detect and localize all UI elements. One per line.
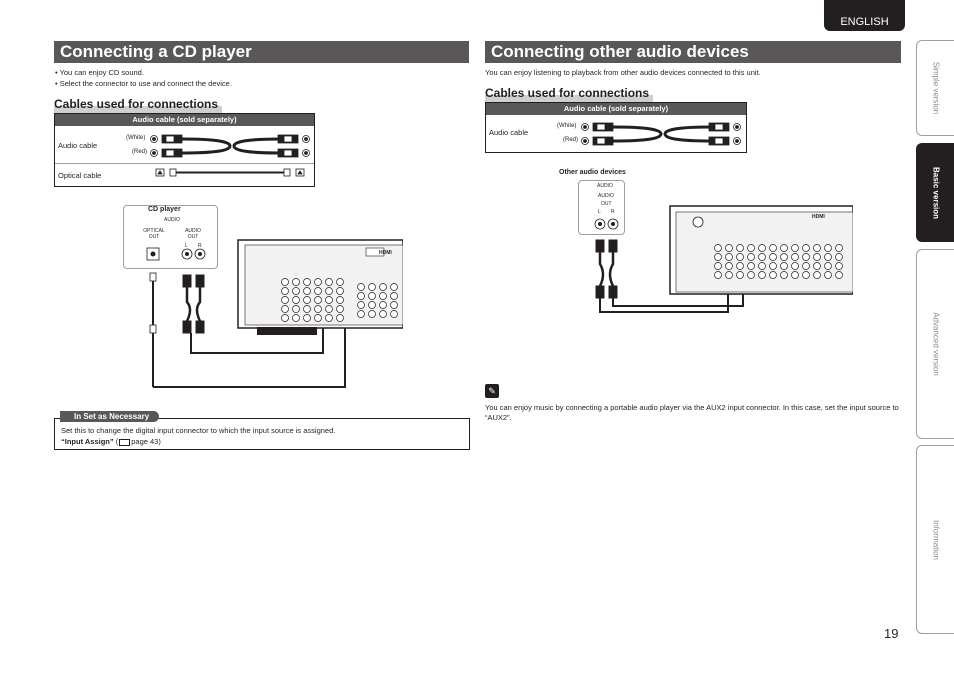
panel-jack [715,254,722,261]
panel-jack [726,263,733,270]
note-text: Set this to change the digital input connector to which the input source is assigned. [61,426,336,435]
right-cable-table-header: Audio cable (sold separately) [486,103,746,115]
panel-jack [770,245,777,252]
panel-jack [803,272,810,279]
panel-jack [304,297,311,304]
panel-jack [726,272,733,279]
other-out-label: OUT [601,201,612,207]
panel-jack [814,272,821,279]
other-l-label: L [598,209,601,215]
panel-jack [391,284,398,291]
memo-pencil-icon: ✎ [485,384,499,398]
link-open-paren: ( [115,437,119,446]
optical-out-label: OPTICAL OUT [143,228,165,240]
panel-jack [803,245,810,252]
white-label: (White) [126,135,146,141]
tab-advanced-version[interactable] [916,249,954,439]
panel-jack [315,306,322,313]
panel-jack [282,279,289,286]
panel-jack [315,315,322,322]
left-cables-heading [54,95,222,113]
optical-cable-label: Optical cable [58,171,102,180]
panel-jack [770,254,777,261]
panel-jack [293,288,300,295]
right-section-title: Connecting other audio devices [485,41,901,63]
panel-jack [337,279,344,286]
panel-jack [836,263,843,270]
cd-jacks [147,248,205,260]
panel-jack [293,297,300,304]
other-r-label: R [611,209,615,215]
panel-jack [358,293,365,300]
cd-l-label: L [185,243,188,249]
panel-jack [326,315,333,322]
left-section-title: Connecting a CD player [54,41,469,63]
panel-jack [814,245,821,252]
other-device-jacks [595,219,618,229]
left-cable-table-header: Audio cable (sold separately) [55,114,314,126]
panel-jack [715,272,722,279]
panel-jack [337,306,344,313]
panel-jack [825,272,832,279]
panel-jack [326,306,333,313]
panel-jack [326,288,333,295]
panel-jack [304,288,311,295]
panel-jack [759,263,766,270]
right-cable-table [485,102,747,153]
page-ref-icon [119,439,130,446]
panel-jack [293,279,300,286]
red-label: (Red) [132,149,148,155]
other-device-connection-diagram [588,204,853,316]
page-number: 19 [884,626,899,641]
right-cables-heading [485,84,653,102]
cd-player-name: CD player [148,206,181,213]
right-intro: You can enjoy listening to playback from other audio devices connected to this unit. [485,68,761,77]
panel-jack [781,272,788,279]
panel-jack [748,245,755,252]
note-link [61,437,161,447]
panel-jack [825,254,832,261]
panel-jack [282,297,289,304]
right-red-label: (Red) [563,137,579,143]
panel-jack [358,284,365,291]
rca-plugs-left [151,135,183,157]
other-audio-group: AUDIO [597,183,613,189]
right-cable-illustration [581,117,745,151]
panel-jack [726,254,733,261]
panel-jack [726,245,733,252]
other-audio-label: AUDIO [598,193,614,199]
panel-jack [759,272,766,279]
panel-jack [369,302,376,309]
panel-jack [814,263,821,270]
tab-advanced-version-label: Advanced version [931,312,940,376]
panel-jack [737,272,744,279]
right-audio-cable-label: Audio cable [489,128,529,137]
panel-jack [369,284,376,291]
language-tab: ENGLISH [824,0,905,31]
panel-jack [369,311,376,318]
panel-jack [836,245,843,252]
cd-audio-group: AUDIO [164,217,180,223]
panel-jack [326,297,333,304]
panel-jack [737,245,744,252]
panel-jack [380,311,387,318]
panel-jack [358,311,365,318]
panel-jack [380,284,387,291]
panel-jack [825,245,832,252]
panel-jack [770,263,777,270]
right-white-label: (White) [557,123,577,129]
audio-out-label: AUDIO OUT [185,228,201,240]
panel-jack [391,311,398,318]
panel-jack [337,288,344,295]
note-tag: In Set as Necessary [60,411,159,422]
panel-jack [380,293,387,300]
panel-jack [803,263,810,270]
tab-information-label: Information [931,519,940,560]
tab-simple-version-label: Simple version [931,61,940,115]
panel-jack [391,293,398,300]
panel-jack [315,279,322,286]
audio-cable-label: Audio cable [58,141,98,150]
panel-jack [282,288,289,295]
tab-information[interactable] [916,445,954,634]
cd-r-label: R [198,243,202,249]
bullet-1: • You can enjoy CD sound. [55,68,144,77]
hdmi-label-right: HDMI [812,214,825,220]
panel-jack [304,306,311,313]
panel-jack [737,254,744,261]
panel-jack [315,297,322,304]
panel-jack [792,245,799,252]
cd-connection-diagram [123,237,403,397]
panel-jack [770,272,777,279]
input-assign-link[interactable]: “Input Assign” [61,437,114,446]
panel-jack [759,254,766,261]
panel-jack [737,263,744,270]
rca-plugs-right [278,135,310,157]
panel-jack [748,263,755,270]
right-cables-heading-text: Cables used for connections [485,85,653,102]
panel-jack [369,293,376,300]
panel-jack [759,245,766,252]
panel-jack [748,254,755,261]
memo-text: You can enjoy music by connecting a portable audio player via the AUX2 input connector. In this case, set the input source to “AUX2”. [485,403,899,422]
bullet-2: • Select the connector to use and connect the device. [55,79,232,88]
panel-jack [293,315,300,322]
panel-jack [792,254,799,261]
tab-simple-version[interactable] [916,40,954,136]
panel-jack [293,306,300,313]
panel-jack [781,254,788,261]
tab-basic-version[interactable] [916,143,954,242]
panel-jack [315,288,322,295]
panel-jack [337,297,344,304]
hdmi-label-left: HDMI [379,250,392,256]
panel-jack [814,254,821,261]
panel-jack [792,263,799,270]
panel-jack [358,302,365,309]
panel-jack [326,279,333,286]
other-device-name: Other audio devices [559,169,626,176]
panel-jack [715,263,722,270]
panel-jack [715,245,722,252]
optical-cable [156,169,304,176]
left-cables-heading-text: Cables used for connections [54,96,222,113]
panel-jack [803,254,810,261]
left-bullets [55,67,232,89]
left-cable-table [54,113,315,187]
panel-jack [836,272,843,279]
panel-jack [380,302,387,309]
panel-jack [304,279,311,286]
panel-jack [825,263,832,270]
cable-illustration [150,129,314,187]
panel-jack [836,254,843,261]
panel-jack [748,272,755,279]
panel-jack [337,315,344,322]
tab-basic-version-label: Basic version [931,166,940,219]
panel-jack [781,245,788,252]
panel-jack [282,315,289,322]
panel-jack [792,272,799,279]
panel-jack [282,306,289,313]
note-box [54,418,470,450]
page-ref: page 43) [131,437,161,446]
panel-jack [304,315,311,322]
panel-jack [781,263,788,270]
panel-jack [391,302,398,309]
